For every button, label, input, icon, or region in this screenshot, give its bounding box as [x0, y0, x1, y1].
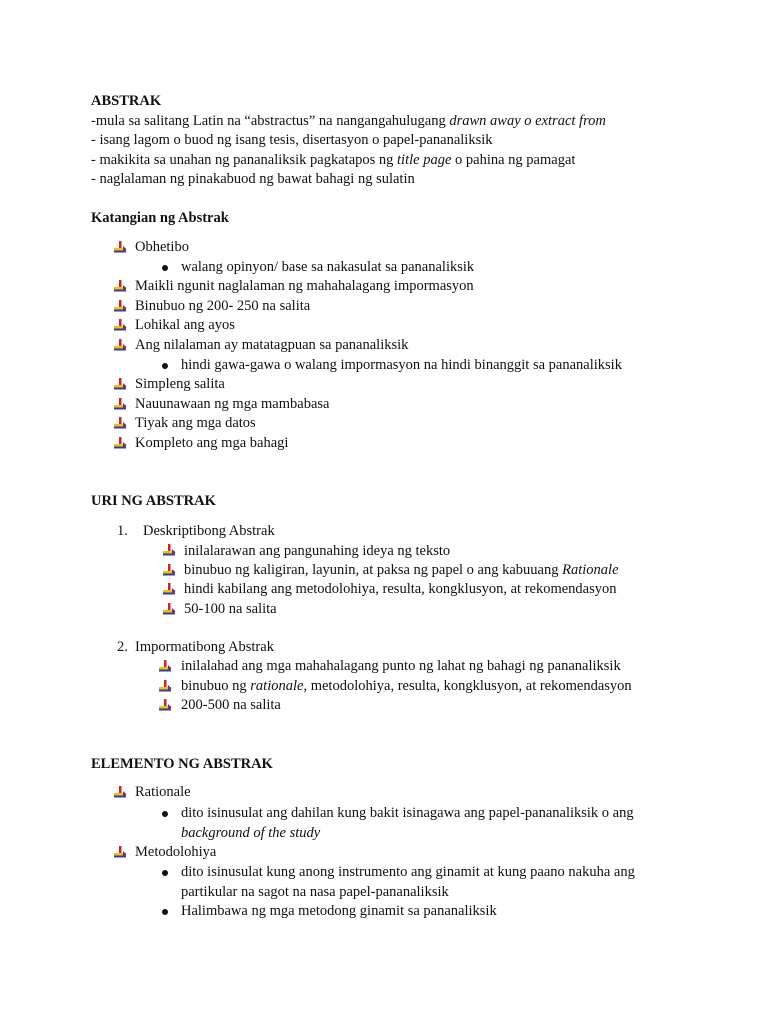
arrow-bullet-icon: [113, 785, 127, 799]
uri-deskriptibo-item: inilalarawan ang pangunahing ideya ng teksto: [184, 543, 451, 559]
uri-deskriptibo-item: 50-100 na salita: [184, 601, 277, 617]
round-bullet-icon: [162, 265, 168, 271]
elemento-rationale: Rationale: [135, 784, 191, 800]
arrow-bullet-icon: [113, 338, 127, 352]
katangian-item: Nauunawaan ng mga mambabasa: [135, 396, 330, 412]
katangian-item: Obhetibo: [135, 239, 189, 255]
arrow-bullet-icon: [162, 563, 176, 577]
katangian-item: Maikli ngunit naglalaman ng mahahalagang impormasyon: [135, 278, 474, 294]
arrow-bullet-icon: [113, 240, 127, 254]
round-bullet-icon: [162, 363, 168, 369]
round-bullet-icon: [162, 870, 168, 876]
elemento-metodolohiya-example: Halimbawa ng mga metodong ginamit sa pananaliksik: [181, 903, 497, 919]
abstrak-line-3: - makikita sa unahan ng pananaliksik pagkatapos ng title page o pahina ng pamagat: [91, 152, 576, 168]
abstrak-line-2: - isang lagom o buod ng isang tesis, disertasyon o papel-pananaliksik: [91, 132, 493, 148]
arrow-bullet-icon: [158, 698, 172, 712]
uri-impormatibo-item: binubuo ng rationale, metodolohiya, resulta, kongklusyon, at rekomendasyon: [181, 678, 632, 694]
uri-impormatibo-item: 200-500 na salita: [181, 697, 281, 713]
uri-impormatibo-title: Impormatibong Abstrak: [135, 639, 274, 655]
round-bullet-icon: [162, 909, 168, 915]
arrow-bullet-icon: [162, 602, 176, 616]
arrow-bullet-icon: [113, 299, 127, 313]
arrow-bullet-icon: [113, 397, 127, 411]
uri-deskriptibo-title: Deskriptibong Abstrak: [143, 523, 275, 539]
section-title-uri: URI NG ABSTRAK: [91, 493, 216, 509]
katangian-item: Lohikal ang ayos: [135, 317, 235, 333]
elemento-rationale-detail: dito isinusulat ang dahilan kung bakit isinagawa ang papel-pananaliksik o ang: [181, 805, 634, 821]
katangian-item: Ang nilalaman ay matatagpuan sa pananaliksik: [135, 337, 409, 353]
elemento-rationale-detail-cont: background of the study: [181, 825, 321, 841]
section-title-katangian: Katangian ng Abstrak: [91, 210, 229, 226]
arrow-bullet-icon: [113, 436, 127, 450]
round-bullet-icon: [162, 811, 168, 817]
section-title-elemento: ELEMENTO NG ABSTRAK: [91, 756, 273, 772]
uri-deskriptibo-item: binubuo ng kaligiran, layunin, at paksa ng papel o ang kabuuang Rationale: [184, 562, 619, 578]
uri-deskriptibo-item: hindi kabilang ang metodolohiya, resulta, kongklusyon, at rekomendasyon: [184, 581, 617, 597]
katangian-item: Tiyak ang mga datos: [135, 415, 256, 431]
section-title-abstrak: ABSTRAK: [91, 93, 162, 109]
katangian-subitem: walang opinyon/ base sa nakasulat sa pananaliksik: [181, 259, 475, 275]
katangian-item: Kompleto ang mga bahagi: [135, 435, 289, 451]
abstrak-line-1: -mula sa salitang Latin na “abstractus” na nangangahulugang drawn away o extract from: [91, 113, 606, 129]
elemento-metodolohiya-detail-cont: partikular na sagot na nasa papel-pananaliksik: [181, 884, 449, 900]
arrow-bullet-icon: [158, 679, 172, 693]
arrow-bullet-icon: [113, 377, 127, 391]
arrow-bullet-icon: [113, 279, 127, 293]
uri-impormatibo-item: inilalahad ang mga mahahalagang punto ng lahat ng bahagi ng pananaliksik: [181, 658, 621, 674]
arrow-bullet-icon: [158, 659, 172, 673]
katangian-item: Simpleng salita: [135, 376, 225, 392]
arrow-bullet-icon: [113, 318, 127, 332]
list-number: 2.: [117, 639, 128, 655]
arrow-bullet-icon: [162, 582, 176, 596]
elemento-metodolohiya-detail: dito isinusulat kung anong instrumento ang ginamit at kung paano nakuha ang: [181, 864, 635, 880]
elemento-metodolohiya: Metodolohiya: [135, 844, 217, 860]
list-number: 1.: [117, 523, 128, 539]
abstrak-line-4: - naglalaman ng pinakabuod ng bawat bahagi ng sulatin: [91, 171, 415, 187]
arrow-bullet-icon: [162, 543, 176, 557]
katangian-item: Binubuo ng 200- 250 na salita: [135, 298, 311, 314]
arrow-bullet-icon: [113, 416, 127, 430]
katangian-subitem: hindi gawa-gawa o walang impormasyon na hindi binanggit sa pananaliksik: [181, 357, 622, 373]
arrow-bullet-icon: [113, 845, 127, 859]
